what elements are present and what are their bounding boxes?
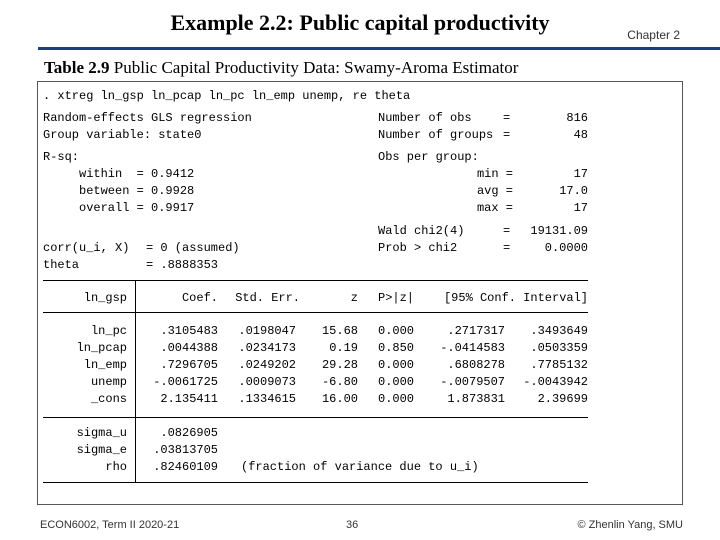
row-z: 0.19 [329, 341, 358, 355]
header-ci: [95% Conf. Interval] [443, 291, 588, 305]
sigma-rule [43, 417, 588, 418]
wald-value: 19131.09 [530, 224, 588, 238]
row-std-err: .0009073 [238, 375, 296, 389]
ngroups-value: 48 [573, 128, 588, 142]
row-z: -6.80 [321, 375, 358, 389]
sigma-e-value: .03813705 [153, 443, 218, 457]
max-label: max = [476, 201, 513, 215]
row-z: 15.68 [321, 324, 358, 338]
row-coef: .3105483 [160, 324, 218, 338]
slide-title: Example 2.2: Public capital productivity [170, 10, 550, 35]
row-std-err: .1334615 [238, 392, 296, 406]
avg-value: 17.0 [559, 184, 588, 198]
row-ci-lower: .2717317 [447, 324, 505, 338]
row-variable: unemp [90, 375, 127, 389]
ngroups-label: Number of groups [378, 128, 494, 142]
wald-label: Wald chi2(4) [378, 224, 465, 238]
row-ci-upper: .0503359 [530, 341, 588, 355]
rsq-within: within = 0.9412 [79, 167, 195, 181]
row-ci-upper: 2.39699 [537, 392, 588, 406]
table-top-rule [43, 280, 588, 281]
footer-page-number: 36 [346, 519, 359, 531]
row-variable: ln_pc [90, 324, 127, 338]
row-p-value: 0.000 [378, 375, 415, 389]
prob-eq: = [503, 241, 511, 255]
corr-value: = 0 (assumed) [146, 241, 240, 255]
chapter-label: Chapter 2 [627, 28, 680, 42]
obs-per-group-label: Obs per group: [378, 150, 479, 164]
row-coef: 2.135411 [160, 392, 218, 406]
row-ci-upper: .3493649 [530, 324, 588, 338]
caption-text: Public Capital Productivity Data: Swamy-Aroma Estimator [113, 58, 519, 77]
row-coef: .7296705 [160, 358, 218, 372]
row-coef: .0044388 [160, 341, 218, 355]
footer-copyright: © Zhenlin Yang, SMU [577, 519, 683, 531]
row-std-err: .0249202 [238, 358, 296, 372]
prob-label: Prob > chi2 [378, 241, 458, 255]
row-ci-upper: -.0043942 [523, 375, 588, 389]
row-p-value: 0.850 [378, 341, 415, 355]
ngroups-eq: = [503, 128, 511, 142]
corr-label: corr(u_i, X) [43, 241, 130, 255]
row-variable: _cons [90, 392, 127, 406]
rho-note: (fraction of variance due to u_i) [241, 460, 479, 474]
footer-course: ECON6002, Term II 2020-21 [40, 519, 180, 531]
rsq-between: between = 0.9928 [79, 184, 195, 198]
sigma-u-value: .0826905 [160, 426, 218, 440]
nobs-value: 816 [566, 111, 588, 125]
sigma-e-label: sigma_e [76, 443, 127, 457]
rho-value: .82460109 [153, 460, 218, 474]
row-ci-lower: 1.873831 [447, 392, 505, 406]
header-rule [43, 312, 588, 313]
prob-value: 0.0000 [544, 241, 588, 255]
avg-label: avg = [476, 184, 513, 198]
row-variable: ln_pcap [76, 341, 127, 355]
row-z: 29.28 [321, 358, 358, 372]
rsq-overall: overall = 0.9917 [79, 201, 195, 215]
header-se: Std. Err. [235, 291, 300, 305]
theta-value: = .8888353 [146, 258, 219, 272]
rsq-label: R-sq: [43, 150, 80, 164]
row-p-value: 0.000 [378, 324, 415, 338]
rho-label: rho [105, 460, 127, 474]
header-coef: Coef. [181, 291, 218, 305]
nobs-eq: = [503, 111, 511, 125]
header-p: P>|z| [378, 291, 415, 305]
row-z: 16.00 [321, 392, 358, 406]
row-ci-lower: .6808278 [447, 358, 505, 372]
row-ci-upper: .7785132 [530, 358, 588, 372]
stata-command: . xtreg ln_gsp ln_pcap ln_pc ln_emp unemp, re theta [43, 89, 411, 103]
model-type: Random-effects GLS regression [43, 111, 252, 125]
wald-eq: = [503, 224, 511, 238]
theta-label: theta [43, 258, 80, 272]
row-p-value: 0.000 [378, 358, 415, 372]
row-ci-lower: -.0079507 [440, 375, 505, 389]
row-p-value: 0.000 [378, 392, 415, 406]
min-value: 17 [573, 167, 588, 181]
nobs-label: Number of obs [378, 111, 472, 125]
sigma-u-label: sigma_u [76, 426, 127, 440]
caption-number: Table 2.9 [44, 58, 110, 77]
table-column-divider [135, 280, 136, 482]
header-depvar: ln_gsp [83, 291, 127, 305]
row-std-err: .0198047 [238, 324, 296, 338]
min-label: min = [476, 167, 513, 181]
row-ci-lower: -.0414583 [440, 341, 505, 355]
max-value: 17 [573, 201, 588, 215]
row-coef: -.0061725 [153, 375, 218, 389]
table-caption [44, 58, 518, 78]
title-divider [38, 47, 720, 50]
group-variable: Group variable: state0 [43, 128, 202, 142]
table-bottom-rule [43, 482, 588, 483]
row-variable: ln_emp [83, 358, 127, 372]
header-z: z [350, 291, 358, 305]
row-std-err: .0234173 [238, 341, 296, 355]
